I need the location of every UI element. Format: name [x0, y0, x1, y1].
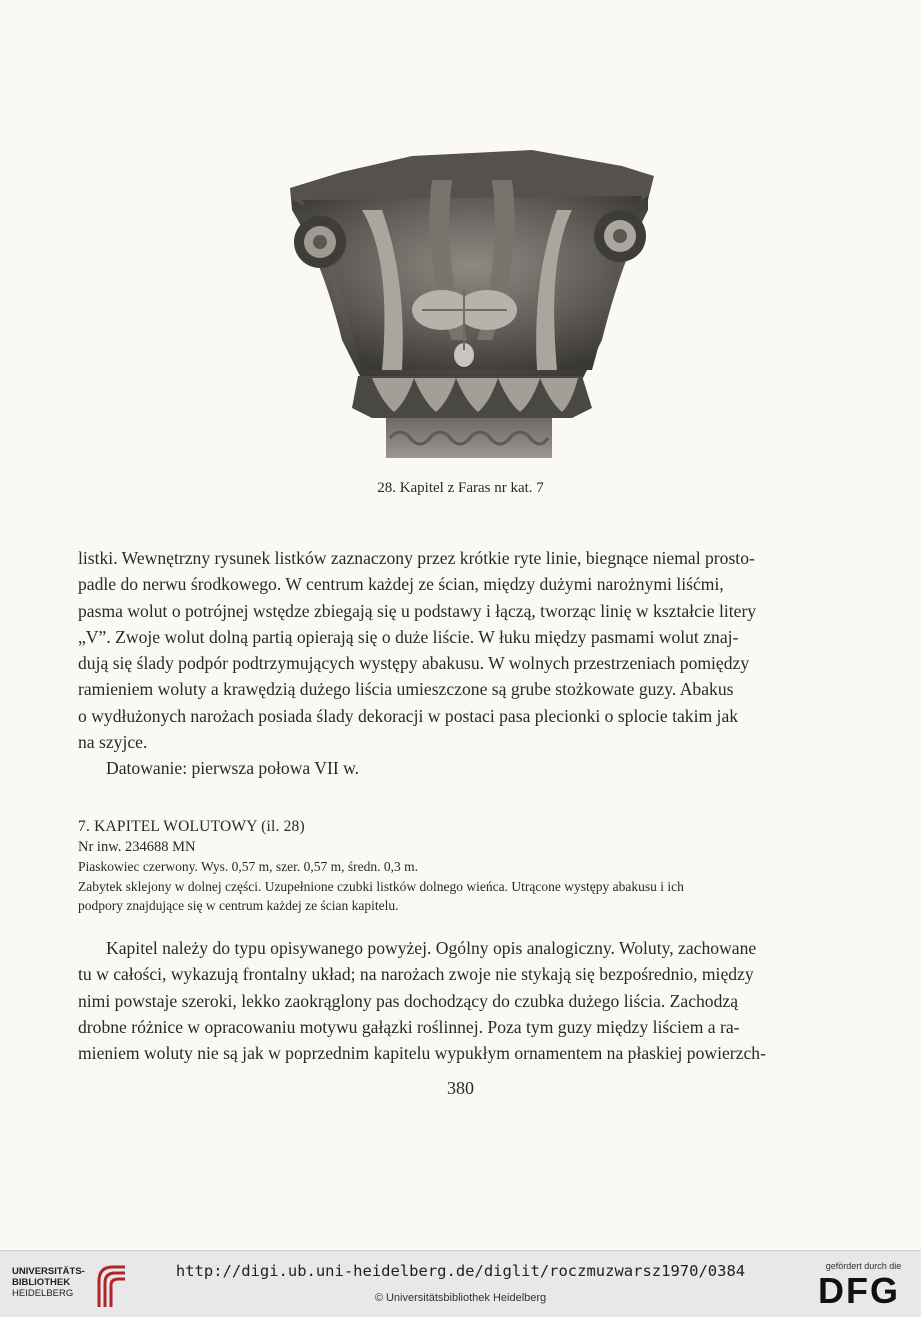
footer-bar [0, 1250, 921, 1317]
material-dimensions: Piaskowiec czerwony. Wys. 0,57 m, szer. 0,57 m, średn. 0,3 m. [78, 859, 419, 874]
library-line: HEIDELBERG [12, 1288, 74, 1299]
text-line: dują się ślady podpór podtrzymujących występy abakusu. W wolnych przestrzeniach pomiędzy [78, 653, 750, 674]
library-line: UNIVERSITÄTS- [12, 1266, 85, 1277]
funding-label: gefördert durch die [825, 1261, 902, 1271]
text-line: o wydłużonych narożach posiada ślady dekoracji w postaci pasa plecionki o splocie takim jak [78, 705, 739, 726]
catalog-entry [78, 817, 851, 916]
text-line: ramieniem woluty a krawędzią dużego liścia umieszczone są grube stożkowate guzy. Abakus [78, 679, 734, 700]
text-line: padle do nerwu środkowego. W centrum każdej ze ścian, między dużymi narożnymi liśćmi, [78, 574, 724, 595]
capital-image-icon [282, 140, 654, 470]
description-paragraph [78, 545, 851, 782]
permalink-url[interactable]: http://digi.ub.uni-heidelberg.de/diglit/roczmuzwarsz1970/0384 [175, 1262, 746, 1280]
condition-line: podpory znajdujące się w centrum każdej ze ścian kapitelu. [78, 898, 399, 913]
entry-title: 7. KAPITEL WOLUTOWY (il. 28) [78, 818, 305, 835]
copyright-text: © Universitätsbibliothek Heidelberg [374, 1292, 547, 1304]
library-line: BIBLIOTHEK [12, 1277, 71, 1288]
dating-line: Datowanie: pierwsza połowa VII w. [106, 758, 360, 779]
page-number: 380 [447, 1078, 474, 1098]
inventory-number: Nr inw. 234688 MN [78, 839, 196, 855]
text-line: tu w całości, wykazują frontalny układ; na narożach zwoje nie stykają się bezpośrednio, między [78, 964, 754, 985]
text-line: listki. Wewnętrzny rysunek listków zaznaczony przez krótkie ryte linie, biegnące niemal prosto- [78, 548, 755, 568]
text-line: Kapitel należy do typu opisywanego powyżej. Ogólny opis analogiczny. Woluty, zachowane [106, 938, 757, 958]
text-line: drobne różnice w opracowaniu motywu gałązki roślinnej. Poza tym guzy między liściem a ra- [78, 1016, 740, 1037]
analysis-paragraph [78, 935, 851, 1066]
text-line: „V”. Zwoje wolut dolną partią opierają się o duże liście. W łuku między pasmami wolut znaj- [78, 626, 739, 647]
text-line: nimi powstaje szeroki, lekko zaokrąglony pas dochodzący do czubka dużego liścia. Zachodzą [78, 990, 739, 1011]
condition-line: Zabytek sklejony w dolnej części. Uzupełnione czubki listków dolnego wieńca. Utrącone występy abakusu i ich [78, 878, 684, 894]
text-line: mieniem woluty nie są jak w poprzednim kapitelu wypukłym ornamentem na płaskiej powierzch- [78, 1043, 766, 1064]
text-line: na szyjce. [78, 732, 148, 753]
dfg-logo: DFG [818, 1270, 900, 1311]
figure-caption: 28. Kapitel z Faras nr kat. 7 [377, 480, 544, 496]
capital-photo [282, 140, 654, 470]
text-line: pasma wolut o potrójnej wstędze zbiegają się u podstawy i łączą, tworząc linię w kształcie litery [78, 600, 757, 621]
